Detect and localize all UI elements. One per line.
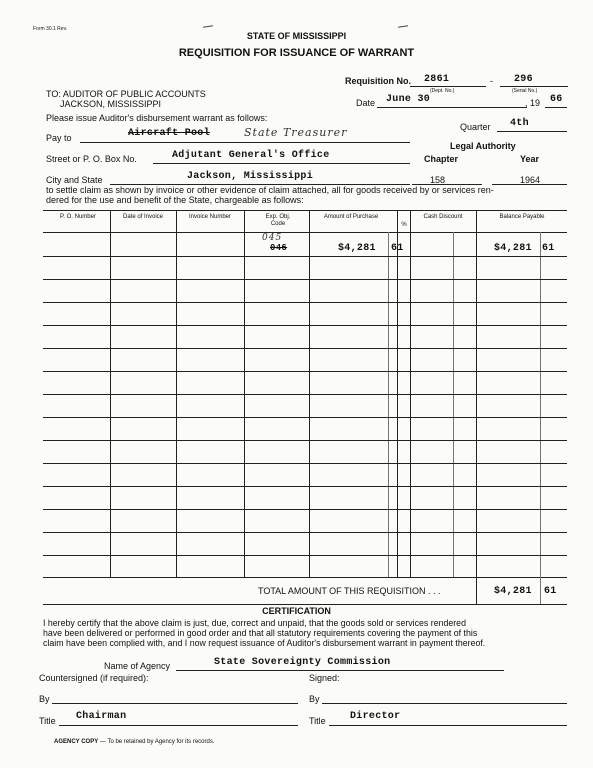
code-handwritten: 045 — [262, 233, 283, 243]
instruction-text: Please issue Auditor's disbursement warrant as follows: — [46, 113, 268, 123]
year-prefix: , 19 — [525, 98, 541, 108]
year-suffix: 66 — [550, 94, 563, 105]
agency-name-label: Name of Agency — [104, 661, 171, 671]
title-label-right: Title — [309, 716, 326, 726]
dept-caption: (Dept. No.) — [430, 88, 455, 94]
quarter-value: 4th — [510, 118, 529, 129]
chapter-label: Chapter — [424, 154, 459, 164]
col-header-amount: Amount of Purchase — [323, 214, 379, 220]
countersigned-label: Countersigned (if required): — [39, 673, 149, 683]
legal-authority-label: Legal Authority — [450, 141, 516, 151]
col-header-po-number: P. O. Number — [60, 214, 96, 220]
left-title-value: Chairman — [76, 711, 127, 722]
settle-text-1: to settle claim as shown by invoice or other evidence of claim attached, all for goods received by or services ren- — [46, 185, 494, 195]
quarter-label: Quarter — [460, 122, 491, 132]
to-auditor-line1: TO: AUDITOR OF PUBLIC ACCOUNTS — [46, 89, 206, 99]
agency-name-value: State Sovereignty Commission — [214, 657, 391, 668]
year-value: 1964 — [520, 175, 541, 185]
pay-to-label: Pay to — [46, 133, 72, 143]
settle-text-2: dered for the use and benefit of the State, chargeable as follows: — [46, 195, 304, 205]
punch-mark — [398, 25, 408, 27]
total-amount: $4,281 — [494, 586, 532, 597]
col-header-invoice-number: Invoice Number — [188, 214, 232, 220]
total-label: TOTAL AMOUNT OF THIS REQUISITION . . . — [258, 586, 441, 596]
form-title: REQUISITION FOR ISSUANCE OF WARRANT — [178, 47, 415, 59]
col-header-exp-obj-code: Exp. Obj. Code — [265, 214, 291, 227]
col-header-balance-payable: Balance Payable — [499, 214, 545, 220]
right-title-value: Director — [350, 711, 401, 722]
certification-line3: claim have been complied with, and I now request issuance of Auditor's disbursement warrant in payment thereof. — [43, 638, 486, 648]
by-label-right: By — [309, 694, 320, 704]
certification-heading: CERTIFICATION — [262, 606, 331, 616]
row1-amount: $4,281 — [338, 243, 376, 254]
row1-balance: $4,281 — [494, 243, 532, 254]
certification-line2: have been delivered or performed in good order and that all statutory requirements covering the payment of this — [43, 628, 478, 638]
col-header-date-of-invoice: Date of Invoice — [122, 214, 164, 220]
col-header-percent: % — [401, 222, 407, 228]
city-value: Jackson, Mississippi — [187, 171, 314, 182]
date-value: June 30 — [386, 94, 431, 105]
code-struck: 046 — [270, 243, 288, 253]
agency-copy-label: AGENCY COPY — [54, 739, 99, 745]
state-name: STATE OF MISSISSIPPI — [246, 31, 347, 41]
chapter-value: 158 — [430, 175, 446, 185]
year-label: Year — [520, 154, 540, 164]
col-header-cash-discount: Cash Discount — [423, 214, 463, 220]
city-label: City and State — [46, 175, 103, 185]
dept-number: 2861 — [424, 74, 450, 85]
row1-amount-cents: 61 — [391, 243, 404, 254]
row1-balance-cents: 61 — [542, 243, 555, 254]
agency-copy-note — [54, 739, 215, 745]
requisition-label: Requisition No. — [345, 76, 411, 86]
serial-caption: (Serial No.) — [512, 88, 538, 94]
punch-mark — [203, 25, 213, 27]
agency-copy-text: — To be retained by Agency for its records. — [98, 739, 215, 745]
by-label-left: By — [39, 694, 50, 704]
to-auditor-line2: JACKSON, MISSISSIPPI — [60, 99, 162, 109]
signed-label: Signed: — [309, 673, 340, 683]
date-label: Date — [356, 98, 376, 108]
street-label: Street or P. O. Box No. — [46, 154, 137, 164]
serial-number: 296 — [514, 74, 533, 85]
form-number: Form 30.1 Rev. — [33, 26, 68, 32]
pay-to-struck: Aircraft Pool — [128, 128, 210, 139]
title-label-left: Title — [39, 716, 56, 726]
certification-line1: I hereby certify that the above claim is just, due, correct and unpaid, that the goods sold or services rendered — [43, 618, 466, 628]
street-value: Adjutant General's Office — [172, 150, 330, 161]
pay-to-handwritten: State Treasurer — [244, 126, 348, 139]
total-cents: 61 — [544, 586, 557, 597]
